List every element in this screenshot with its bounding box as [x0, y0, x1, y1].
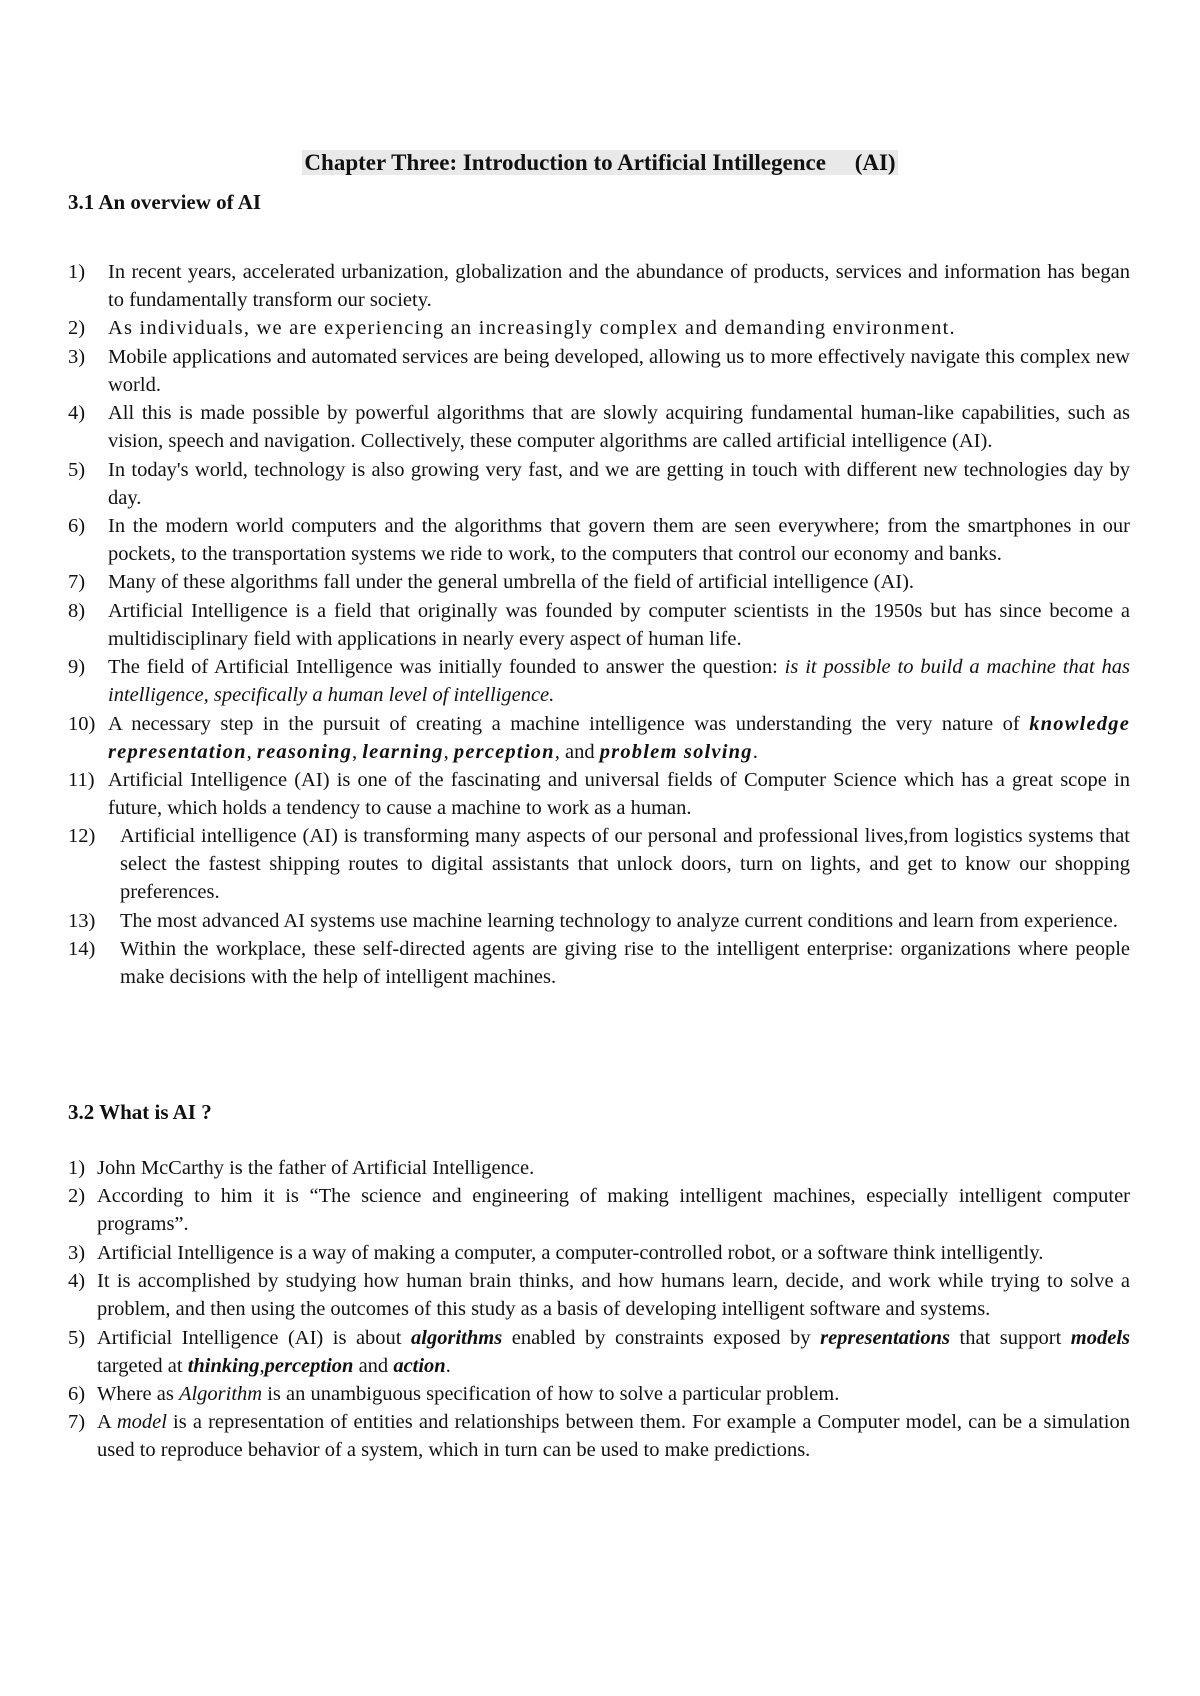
item-number: 5) — [68, 1326, 86, 1349]
list-item — [0, 766, 1130, 822]
list-item — [0, 512, 1130, 568]
italic-term: Algorithm — [178, 1382, 263, 1405]
item-text: A — [97, 1411, 117, 1434]
item-number: 12) — [68, 825, 96, 848]
keyword: knowledge representation — [108, 712, 1130, 763]
chapter-title-highlight — [302, 150, 897, 175]
item-number: 1) — [68, 1157, 86, 1179]
keyword: problem solving — [599, 740, 753, 763]
list-item — [0, 597, 1130, 653]
list-item — [0, 1239, 1130, 1267]
keyword: learning — [362, 740, 444, 763]
item-text: Where as — [97, 1382, 179, 1405]
chapter-title-suffix: (AI) — [854, 150, 896, 175]
item-number: 8) — [68, 599, 86, 622]
list-item — [0, 314, 1130, 342]
item-number: 7) — [68, 1411, 86, 1434]
keyword: algorithms — [411, 1326, 503, 1349]
keyword: reasoning — [256, 740, 353, 763]
item-text: A necessary step in the pursuit of creating a machine intelligence was understanding the very nature of — [108, 712, 1030, 735]
item-text: , and — [554, 740, 600, 763]
list-item — [0, 907, 1130, 935]
section-heading-what-is-ai: 3.2 What is AI ? — [68, 1100, 212, 1124]
keyword: perception — [264, 1354, 354, 1377]
item-text: It is accomplished by studying how human brain thinks, and how humans learn, decide, and work while trying to solve a problem, and then using the outcomes of this study as a basis of developing intelligent software and systems. — [97, 1270, 1130, 1321]
item-number: 4) — [68, 1270, 86, 1293]
item-text: that support — [949, 1326, 1071, 1349]
item-text: Artificial intelligence (AI) is transforming many aspects of our personal and professional lives,from logistics systems that select the fastest shipping routes to digital assistants that unlock doors, turn on lights, and get to know our shopping preferences. — [120, 825, 1130, 904]
item-text: Artificial Intelligence (AI) is about — [97, 1326, 412, 1349]
item-number: 3) — [68, 1241, 86, 1264]
item-text: The field of Artificial Intelligence was initially founded to answer the question: — [108, 656, 785, 679]
item-number: 4) — [68, 402, 86, 425]
list-item — [0, 1267, 1130, 1323]
list-item — [0, 935, 1130, 991]
item-text: Artificial Intelligence is a field that originally was founded by computer scientists in the 1950s but has since become a multidisciplinary field with applications in nearly every aspect of human life. — [108, 599, 1130, 650]
list-item — [0, 653, 1130, 709]
item-text: , — [259, 1354, 265, 1377]
item-text: As individuals, we are experiencing an increasingly complex and demanding environment. — [108, 317, 956, 340]
italic-term: model — [116, 1411, 167, 1434]
item-text: According to him it is “The science and engineering of making intelligent machines, especially intelligent computer programs”. — [97, 1185, 1130, 1236]
keyword: representations — [820, 1326, 950, 1349]
item-text: John McCarthy is the father of Artificial Intelligence. — [97, 1157, 535, 1179]
item-number: 2) — [68, 317, 86, 340]
item-text: is an unambiguous specification of how to solve a particular problem. — [262, 1382, 840, 1405]
item-text: In the modern world computers and the algorithms that govern them are seen everywhere; from the smartphones in our pockets, to the transportation systems we ride to work, to the computers that control our economy and banks. — [108, 514, 1130, 565]
list-item — [0, 343, 1130, 399]
item-text: In recent years, accelerated urbanization, globalization and the abundance of products, services and information has began to fundamentally transform our society. — [108, 261, 1130, 311]
chapter-title-main: Chapter Three: Introduction to Artificial Intillegence — [304, 150, 826, 175]
section-heading-overview: 3.1 An overview of AI — [68, 190, 262, 214]
item-text: Artificial Intelligence (AI) is one of the fascinating and universal fields of Computer Science which has a great scope in future, which holds a tendency to cause a machine to work as a human. — [108, 768, 1130, 819]
list-item — [0, 399, 1130, 455]
list-item — [0, 822, 1130, 906]
item-number: 13) — [68, 909, 96, 932]
item-number: 5) — [68, 458, 86, 481]
keyword: action — [393, 1354, 446, 1377]
list-item — [0, 1182, 1130, 1238]
item-number: 10) — [68, 712, 96, 735]
item-text: . — [445, 1354, 451, 1377]
overview-list — [0, 258, 1130, 991]
keyword: perception — [453, 740, 555, 763]
chapter-title — [0, 148, 1200, 178]
item-text: . — [752, 740, 758, 763]
item-number: 9) — [68, 656, 86, 679]
item-text: Mobile applications and automated services are being developed, allowing us to more effectively navigate this complex new world. — [108, 345, 1130, 396]
item-text: The most advanced AI systems use machine learning technology to analyze current conditions and learn from experience. — [120, 909, 1118, 932]
item-number: 1) — [68, 261, 86, 283]
list-item — [0, 1380, 1130, 1408]
what-is-ai-list — [0, 1154, 1130, 1465]
item-number: 6) — [68, 1382, 86, 1405]
item-number: 2) — [68, 1185, 86, 1208]
item-text: Many of these algorithms fall under the general umbrella of the field of artificial intelligence (AI). — [108, 571, 915, 594]
item-number: 3) — [68, 345, 86, 368]
item-text: , — [246, 740, 257, 763]
list-item — [0, 1408, 1130, 1464]
item-number: 14) — [68, 938, 96, 961]
item-text: and — [353, 1354, 394, 1377]
item-text: , — [443, 740, 454, 763]
item-text: In today's world, technology is also growing very fast, and we are getting in touch with different new technologies day by day. — [108, 458, 1130, 509]
italic-question: is it possible to build a machine that has intelligence, specifically a human level of intelligence. — [108, 656, 1130, 707]
list-item — [0, 1154, 1130, 1182]
list-item — [0, 1324, 1130, 1380]
item-number: 11) — [68, 768, 95, 791]
item-text: targeted at — [97, 1354, 188, 1377]
item-text: enabled by constraints exposed by — [502, 1326, 821, 1349]
list-item — [0, 456, 1130, 512]
item-text: , — [352, 740, 363, 763]
list-item — [0, 710, 1130, 766]
keyword: models — [1070, 1326, 1131, 1349]
item-text: is a representation of entities and relationships between them. For example a Computer model, can be a simulation used to reproduce behavior of a system, which in turn can be used to make predictions. — [97, 1411, 1130, 1462]
item-number: 7) — [68, 571, 86, 594]
item-number: 6) — [68, 514, 86, 537]
list-item — [0, 258, 1130, 314]
item-text: Artificial Intelligence is a way of making a computer, a computer-controlled robot, or a software think intelligently. — [97, 1241, 1044, 1264]
list-item — [0, 568, 1130, 596]
keyword: thinking — [187, 1354, 260, 1377]
item-text: Within the workplace, these self-directed agents are giving rise to the intelligent enterprise: organizations where people make decisions with the help of intelligent machines. — [120, 938, 1130, 989]
item-text: All this is made possible by powerful algorithms that are slowly acquiring fundamental human-like capabilities, such as vision, speech and navigation. Collectively, these computer algorithms are called artificial intelligence (AI). — [108, 402, 1130, 453]
